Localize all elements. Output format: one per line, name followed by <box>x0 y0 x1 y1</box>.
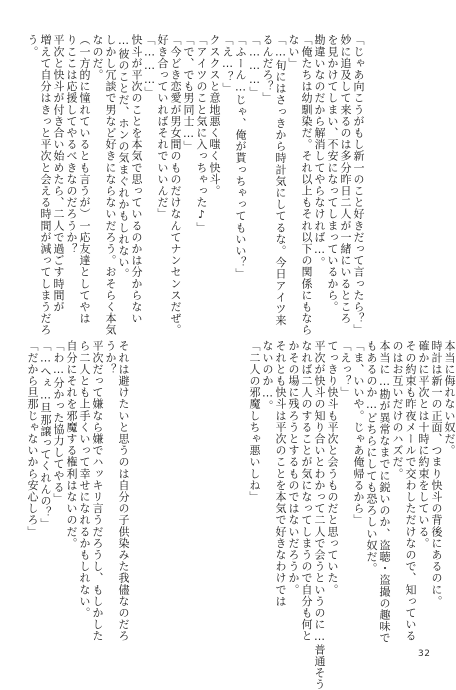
text-column-lower-left <box>26 340 130 642</box>
text-line: 「………」 <box>248 34 261 98</box>
text-line: 「わ…分かった協力してやる」 <box>52 340 65 505</box>
text-line: のはお互いだけのハズだ。 <box>391 340 404 480</box>
text-line: 「今どき恋愛が男女間のものだけなんてナンセンスだぜ。 <box>169 34 182 336</box>
text-line: 「…旬にはさっきから時計気にしてるな。今日アイツ来 <box>274 34 287 326</box>
text-line: を見かけてしまい、不安になってしまっているから。 <box>326 34 339 313</box>
text-line: 本当に侮れない奴だ。 <box>443 340 456 456</box>
text-line: 増えて自分はきっと平次と会える時間が減ってしまうだろ <box>39 34 52 336</box>
text-line: 「…へぇ…旦那譲ってくれんの？」 <box>39 340 52 530</box>
text-line: ない」 <box>287 34 300 69</box>
text-column-upper-left <box>26 34 247 336</box>
text-line: 「俺たちは幼馴染だ。それ以上もそれ以下の関係にもなら <box>300 34 313 336</box>
text-line: なのだ。 <box>91 34 104 81</box>
text-line: ら二人とも上手くいって幸せになれるかもしれない。 <box>78 340 91 619</box>
text-line: 平次だって嫌なら嫌でハッキリ言うだろうし、もしかした <box>91 340 104 642</box>
text-column-upper-right <box>248 34 365 336</box>
text-line: （一方的に憧れているとも言うが）一応友達としてやは <box>78 34 91 324</box>
text-line: 「二人の邪魔しちゃ悪いしね」 <box>248 340 261 503</box>
text-line: 「で、でも男同士…」 <box>182 34 195 152</box>
page-number: 32 <box>418 649 431 659</box>
text-line: 平次と快斗が付き合い始めたら、二人で過ごす時間が <box>52 34 65 313</box>
text-line: なれば二人のすることが気になってしまうので自分も何と <box>300 340 313 642</box>
text-line: 好き合っていればそれでいいんだ」 <box>156 34 169 220</box>
text-line: 「だから旦那じゃないから安心しろ」 <box>26 340 39 538</box>
text-line: りここは応援してやるべきなのだろうか？ <box>65 34 78 255</box>
text-line: 「え…？」 <box>221 34 234 94</box>
text-line: 「ま、いいや。じゃあ俺帰るから」 <box>352 340 365 526</box>
text-line: てっきり快斗も平次と会うものだと思っていた。 <box>326 340 339 596</box>
text-line: 「アイツのこと気に入っちゃった♪」 <box>195 34 208 234</box>
text-line: 快斗が平次のことを本気で思っているのかは分からない <box>130 34 143 324</box>
text-line: 時計は新一の正面、つまり快斗の背後にあるのに。 <box>430 340 443 607</box>
text-line: 本当に…勘が異常なまでに鋭いのか、盗聴・盗撮の趣味で <box>378 340 391 644</box>
text-line: それとも快斗は平次のことを本気で好きなわけでは <box>274 340 287 607</box>
text-line: クスクスと意地悪く嗤く快斗。 <box>208 34 221 197</box>
text-line: う。 <box>26 34 39 58</box>
text-line: 自分にそれを邪魔する権利はないのだ。 <box>65 340 78 549</box>
text-line: 確かに平次とは十時に約束をしている。 <box>417 340 430 549</box>
text-line: 「………」 <box>143 34 156 98</box>
text-line: 妙に追及して来るのは多分昨日二人が一緒にいるところ <box>339 34 352 324</box>
text-line: 「えっ？」 <box>339 340 352 398</box>
text-line: 「ふーん…じゃ、俺が貰っちゃってもいい？」 <box>234 34 247 280</box>
text-line: それは避けたいと思うのは自分の子供染みた我儘なのだろ <box>117 340 130 642</box>
text-line: 「じゃあ向こうがもし新一のこと好きだって言ったら？」 <box>352 34 365 336</box>
text-line: 平次が快斗の知り合いとわかって二人で会うというのに…普通そう <box>313 340 326 690</box>
text-line: るんだろ？」 <box>261 34 274 104</box>
text-line: うか？ <box>104 340 117 375</box>
text-line: かその場に残ろうとするものではないだろうか。 <box>287 340 300 596</box>
text-line: もあるのか…どちらにしても恐ろしい奴だ。 <box>365 340 378 574</box>
text-line: その約束も昨夜メールで交わしただけなので、知っている <box>404 340 417 642</box>
text-line: しかし冗談で男など好きにならないだろう。おそらく本気 <box>104 34 117 336</box>
text-line: 勘違いなのだから解消してやらなければ…。 <box>313 34 326 268</box>
text-line: …彼のことだ、ホンの気まぐれかもしれない。 <box>117 34 130 280</box>
text-line: ないのか…。 <box>261 340 274 412</box>
